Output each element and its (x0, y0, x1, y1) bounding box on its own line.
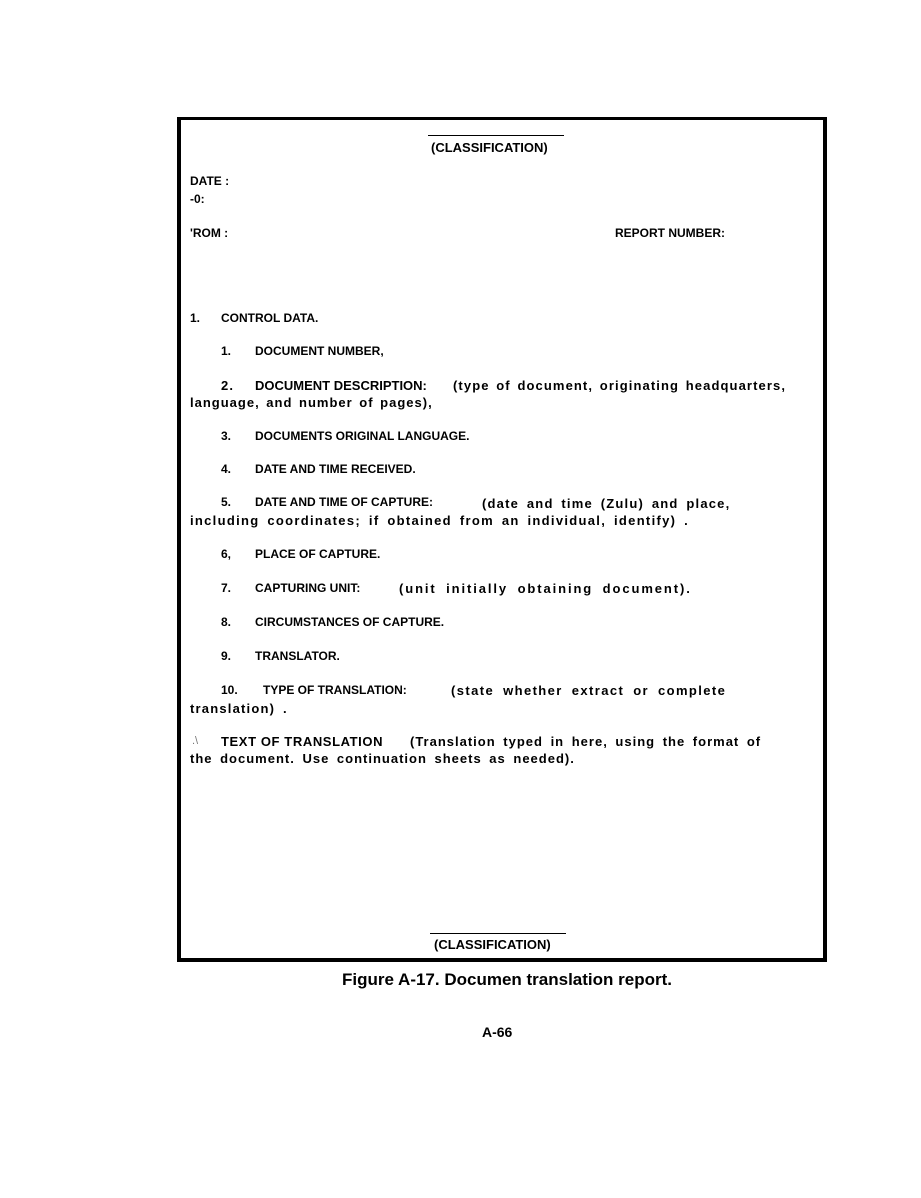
item5-label: DATE AND TIME OF CAPTURE: (255, 495, 433, 509)
to-label: -0: (190, 192, 205, 206)
section1-title: CONTROL DATA. (221, 311, 319, 325)
item6-label: PLACE OF CAPTURE. (255, 547, 381, 561)
section2-description-b: the document. Use continuation sheets as needed). (190, 751, 575, 766)
page-number: A-66 (482, 1024, 513, 1040)
item10-description-b: translation) . (190, 701, 288, 716)
item5-number: 5. (221, 495, 232, 509)
item5-description-b: including coordinates; if obtained from an individual, identify) . (190, 513, 690, 528)
item2-description-b: language, and number of pages), (190, 395, 433, 410)
item2-number: 2. (221, 378, 235, 393)
item3-number: 3. (221, 429, 232, 443)
classification-bottom: (CLASSIFICATION) (434, 937, 551, 952)
item9-label: TRANSLATOR. (255, 649, 340, 663)
translation-report-form (177, 117, 827, 962)
item8-label: CIRCUMSTANCES OF CAPTURE. (255, 615, 445, 629)
item4-number: 4. (221, 462, 232, 476)
figure-caption: Figure A-17. Documen translation report. (342, 970, 672, 989)
item2-description-a: (type of document, originating headquarters, (453, 378, 787, 393)
item8-number: 8. (221, 615, 232, 629)
item10-label: TYPE OF TRANSLATION: (263, 683, 407, 697)
section2-description-a: (Translation typed in here, using the format of (410, 734, 762, 749)
classification-line-bottom (430, 933, 566, 934)
item6-number: 6, (221, 547, 232, 561)
classification-top: (CLASSIFICATION) (431, 140, 548, 155)
item7-number: 7. (221, 581, 232, 595)
date-label: DATE : (190, 174, 230, 188)
report-number-label: REPORT NUMBER: (615, 226, 725, 240)
item3-label: DOCUMENTS ORIGINAL LANGUAGE. (255, 429, 470, 443)
section2-title: TEXT OF TRANSLATION (221, 734, 384, 749)
item10-description-a: (state whether extract or complete (451, 683, 727, 698)
item4-label: DATE AND TIME RECEIVED. (255, 462, 416, 476)
section1-number: 1. (190, 311, 201, 325)
item2-label: DOCUMENT DESCRIPTION: (255, 378, 427, 393)
item1-number: 1. (221, 344, 232, 358)
item10-number: 10. (221, 683, 238, 697)
item7-label: CAPTURING UNIT: (255, 581, 361, 595)
from-label: 'ROM : (190, 226, 229, 240)
item9-number: 9. (221, 649, 232, 663)
item7-description-a: (unit initially obtaining document). (399, 581, 692, 596)
item5-description-a: (date and time (Zulu) and place, (482, 496, 731, 511)
item1-label: DOCUMENT NUMBER, (255, 344, 384, 358)
section2-number: .\ (192, 735, 199, 747)
classification-line-top (428, 135, 564, 136)
